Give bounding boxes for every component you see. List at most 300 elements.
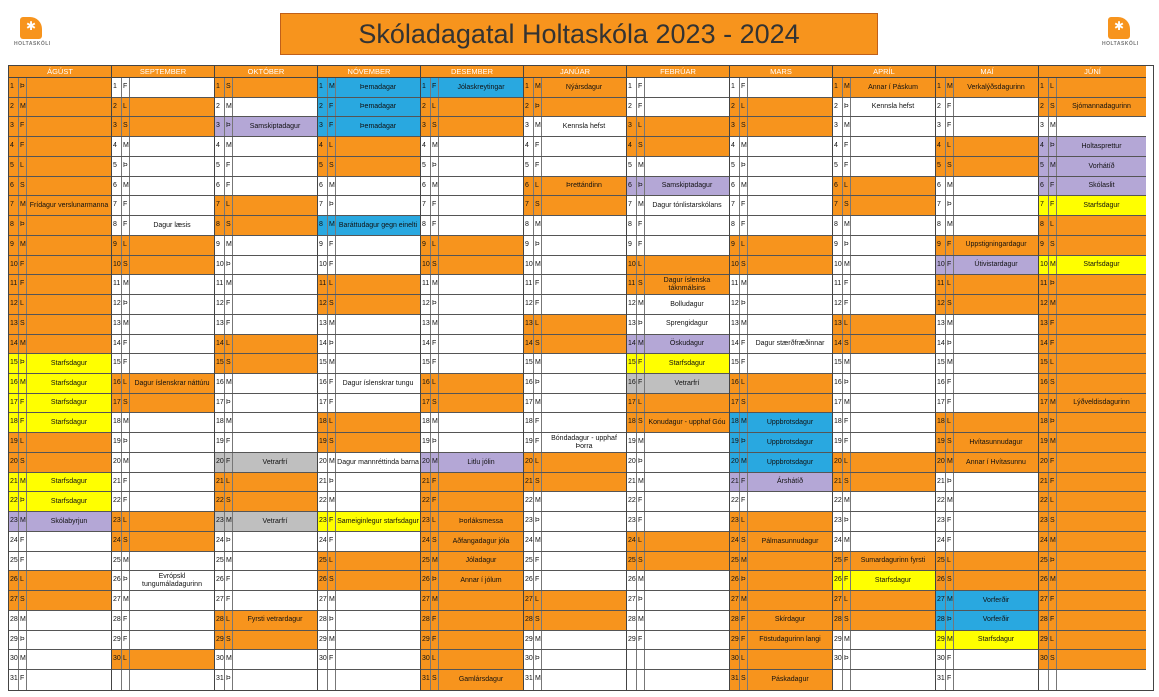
day-row	[833, 650, 935, 670]
weekday-letter: M	[637, 571, 645, 590]
weekday-letter: L	[637, 117, 645, 136]
day-row	[627, 552, 729, 572]
day-number: 20	[112, 453, 122, 472]
weekday-letter: F	[19, 137, 27, 156]
day-event	[851, 670, 935, 690]
day-number: 28	[627, 611, 637, 630]
day-row	[730, 137, 832, 157]
day-row	[215, 177, 317, 197]
day-event: Sumardagurinn fyrsti	[851, 552, 935, 571]
day-number: 7	[318, 196, 328, 215]
day-number: 26	[215, 571, 225, 590]
day-event	[542, 591, 626, 610]
day-row	[833, 512, 935, 532]
day-number: 17	[936, 394, 946, 413]
day-event	[748, 492, 832, 511]
weekday-letter: F	[1049, 335, 1057, 354]
weekday-letter: M	[122, 177, 130, 196]
day-row	[215, 453, 317, 473]
day-number: 2	[936, 98, 946, 117]
day-event: Árshátíð	[748, 473, 832, 492]
weekday-letter: L	[946, 552, 954, 571]
day-event	[542, 315, 626, 334]
day-event: Bóndadagur - upphaf Þorra	[542, 433, 626, 452]
weekday-letter: Þ	[534, 236, 542, 255]
day-number: 1	[112, 78, 122, 97]
day-event	[27, 315, 111, 334]
day-row	[112, 295, 214, 315]
day-number: 27	[730, 591, 740, 610]
day-event	[336, 492, 420, 511]
weekday-letter: L	[946, 137, 954, 156]
day-event	[439, 591, 523, 610]
weekday-letter: S	[225, 631, 233, 650]
weekday-letter: L	[534, 177, 542, 196]
day-row	[524, 275, 626, 295]
weekday-letter: M	[1049, 256, 1057, 275]
weekday-letter: M	[740, 591, 748, 610]
day-number: 15	[627, 354, 637, 373]
day-row	[730, 256, 832, 276]
day-row	[833, 216, 935, 236]
weekday-letter: M	[843, 631, 851, 650]
day-number: 21	[9, 473, 19, 492]
weekday-letter: L	[122, 374, 130, 393]
weekday-letter: F	[534, 552, 542, 571]
day-event: Hvítasunnudagur	[954, 433, 1038, 452]
day-number: 23	[524, 512, 534, 531]
day-number: 23	[936, 512, 946, 531]
day-row	[524, 512, 626, 532]
day-event: Þrettándinn	[542, 177, 626, 196]
day-number: 20	[1039, 453, 1049, 472]
day-number: 21	[215, 473, 225, 492]
day-row	[318, 157, 420, 177]
weekday-letter: M	[740, 275, 748, 294]
month-header: JÚNÍ	[1039, 66, 1146, 78]
day-number: 2	[524, 98, 534, 117]
weekday-letter: Þ	[534, 650, 542, 669]
day-number: 20	[833, 453, 843, 472]
weekday-letter: L	[946, 275, 954, 294]
day-event	[130, 78, 214, 97]
day-row	[524, 571, 626, 591]
day-event	[130, 492, 214, 511]
weekday-letter: S	[225, 78, 233, 97]
day-number: 9	[627, 236, 637, 255]
day-row	[627, 354, 729, 374]
day-number: 13	[833, 315, 843, 334]
day-number: 22	[421, 492, 431, 511]
day-event: Starfsdagur	[954, 631, 1038, 650]
day-row	[318, 117, 420, 137]
day-row	[627, 236, 729, 256]
day-row	[318, 216, 420, 236]
day-row	[215, 236, 317, 256]
day-row	[112, 335, 214, 355]
day-row	[524, 631, 626, 651]
weekday-letter: L	[225, 611, 233, 630]
weekday-letter: S	[1049, 512, 1057, 531]
weekday-letter: Þ	[225, 394, 233, 413]
day-event: Uppstigningardagur	[954, 236, 1038, 255]
weekday-letter: S	[225, 492, 233, 511]
day-row	[318, 512, 420, 532]
weekday-letter: M	[122, 453, 130, 472]
weekday-letter: L	[225, 473, 233, 492]
weekday-letter: Þ	[225, 532, 233, 551]
day-number: 10	[112, 256, 122, 275]
day-number: 21	[730, 473, 740, 492]
day-row	[421, 453, 523, 473]
weekday-letter: F	[740, 354, 748, 373]
weekday-letter: F	[946, 512, 954, 531]
day-row	[1039, 78, 1146, 98]
day-number: 16	[833, 374, 843, 393]
day-number: 11	[936, 275, 946, 294]
day-number: 25	[936, 552, 946, 571]
day-event	[1057, 335, 1146, 354]
day-number: 22	[833, 492, 843, 511]
day-event	[1057, 473, 1146, 492]
day-row	[524, 196, 626, 216]
weekday-letter: M	[843, 532, 851, 551]
weekday-letter: L	[328, 137, 336, 156]
day-row	[1039, 552, 1146, 572]
day-event: Sprengidagur	[645, 315, 729, 334]
day-event	[130, 354, 214, 373]
day-event	[748, 650, 832, 669]
day-event	[439, 216, 523, 235]
day-row	[833, 631, 935, 651]
day-event	[27, 650, 111, 669]
day-number: 29	[421, 631, 431, 650]
school-logo-left	[12, 15, 52, 51]
day-number: 29	[730, 631, 740, 650]
day-row	[9, 591, 111, 611]
day-row	[936, 433, 1038, 453]
day-row	[936, 78, 1038, 98]
day-event	[645, 433, 729, 452]
weekday-letter: M	[534, 670, 542, 690]
day-row	[524, 394, 626, 414]
day-number: 14	[1039, 335, 1049, 354]
day-row	[318, 571, 420, 591]
weekday-letter: M	[19, 98, 27, 117]
weekday-letter: Þ	[122, 295, 130, 314]
day-event	[439, 394, 523, 413]
day-number: 6	[936, 177, 946, 196]
weekday-letter: F	[946, 394, 954, 413]
day-row	[9, 196, 111, 216]
weekday-letter: Þ	[534, 374, 542, 393]
day-row	[730, 177, 832, 197]
day-row	[421, 98, 523, 118]
weekday-letter: L	[1049, 492, 1057, 511]
day-event	[233, 670, 317, 690]
weekday-letter: L	[637, 532, 645, 551]
day-number: 18	[112, 413, 122, 432]
day-number: 15	[9, 354, 19, 373]
day-number: 28	[524, 611, 534, 630]
weekday-letter: L	[122, 650, 130, 669]
day-row	[318, 650, 420, 670]
weekday-letter: L	[740, 236, 748, 255]
day-row	[421, 670, 523, 690]
day-row	[730, 670, 832, 690]
day-number: 5	[936, 157, 946, 176]
weekday-letter: L	[1049, 631, 1057, 650]
day-number: 11	[112, 275, 122, 294]
day-row	[215, 216, 317, 236]
day-number: 27	[627, 591, 637, 610]
weekday-letter: Þ	[1049, 275, 1057, 294]
day-number: 13	[1039, 315, 1049, 334]
day-event	[336, 177, 420, 196]
weekday-letter: L	[534, 315, 542, 334]
day-event	[130, 335, 214, 354]
day-event	[336, 256, 420, 275]
day-number: 31	[421, 670, 431, 690]
day-event	[130, 670, 214, 690]
day-number: 5	[112, 157, 122, 176]
day-row	[421, 650, 523, 670]
weekday-letter: F	[534, 571, 542, 590]
weekday-letter: F	[328, 650, 336, 669]
day-number: 19	[421, 433, 431, 452]
day-row	[1039, 492, 1146, 512]
day-number: 1	[627, 78, 637, 97]
day-event	[542, 453, 626, 472]
weekday-letter: M	[1049, 571, 1057, 590]
day-event	[439, 236, 523, 255]
day-event	[130, 532, 214, 551]
day-event	[1057, 315, 1146, 334]
day-number: 8	[833, 216, 843, 235]
day-event	[439, 256, 523, 275]
day-row	[524, 374, 626, 394]
day-event	[1057, 413, 1146, 432]
day-event	[27, 256, 111, 275]
weekday-letter: L	[637, 256, 645, 275]
weekday-letter: M	[740, 552, 748, 571]
day-event	[954, 670, 1038, 690]
day-event	[27, 591, 111, 610]
day-number: 17	[730, 394, 740, 413]
weekday-letter: Þ	[328, 473, 336, 492]
day-row	[421, 177, 523, 197]
day-number: 7	[112, 196, 122, 215]
day-row	[936, 117, 1038, 137]
day-event	[336, 157, 420, 176]
day-number: 14	[730, 335, 740, 354]
day-row	[112, 256, 214, 276]
day-event	[851, 335, 935, 354]
day-event	[748, 571, 832, 590]
day-number: 8	[9, 216, 19, 235]
day-number: 31	[936, 670, 946, 690]
day-event	[130, 552, 214, 571]
day-event	[542, 512, 626, 531]
day-event	[954, 394, 1038, 413]
day-number: 8	[215, 216, 225, 235]
day-event: Starfsdagur	[851, 571, 935, 590]
day-number: 16	[318, 374, 328, 393]
day-event: Dagur mannréttinda barna	[336, 453, 420, 472]
weekday-letter: Þ	[122, 571, 130, 590]
day-event	[336, 650, 420, 669]
weekday-letter: M	[122, 591, 130, 610]
day-event	[645, 670, 729, 690]
day-event	[748, 591, 832, 610]
day-event: Skólaslit	[1057, 177, 1146, 196]
day-number: 21	[833, 473, 843, 492]
weekday-letter: M	[122, 552, 130, 571]
day-row	[627, 275, 729, 295]
day-number: 23	[421, 512, 431, 531]
day-row	[627, 394, 729, 414]
day-number: 26	[9, 571, 19, 590]
day-event	[645, 157, 729, 176]
day-row	[215, 631, 317, 651]
day-number: 13	[112, 315, 122, 334]
day-row	[730, 473, 832, 493]
weekday-letter: F	[122, 78, 130, 97]
day-event	[542, 216, 626, 235]
weekday-letter: Þ	[225, 670, 233, 690]
day-event	[851, 256, 935, 275]
day-event	[130, 196, 214, 215]
day-row	[627, 177, 729, 197]
day-row	[421, 78, 523, 98]
weekday-letter: M	[740, 315, 748, 334]
day-row	[112, 453, 214, 473]
weekday-letter: S	[534, 335, 542, 354]
day-row	[730, 413, 832, 433]
day-row	[833, 295, 935, 315]
day-row	[421, 275, 523, 295]
day-event	[336, 591, 420, 610]
weekday-letter: Þ	[225, 117, 233, 136]
day-number: 7	[627, 196, 637, 215]
day-number: 14	[112, 335, 122, 354]
day-number: 29	[936, 631, 946, 650]
day-number: 6	[215, 177, 225, 196]
day-event	[1057, 236, 1146, 255]
day-row	[936, 236, 1038, 256]
weekday-letter: Þ	[637, 591, 645, 610]
weekday-letter: L	[431, 512, 439, 531]
day-row	[421, 256, 523, 276]
day-row	[9, 295, 111, 315]
day-row	[833, 670, 935, 690]
day-number: 10	[936, 256, 946, 275]
day-row	[9, 413, 111, 433]
weekday-letter: M	[19, 611, 27, 630]
day-row	[9, 256, 111, 276]
day-event	[851, 315, 935, 334]
day-event	[27, 335, 111, 354]
day-number: 16	[524, 374, 534, 393]
weekday-letter: F	[225, 591, 233, 610]
day-event	[954, 413, 1038, 432]
day-row	[1039, 295, 1146, 315]
day-event	[233, 374, 317, 393]
weekday-letter: L	[431, 650, 439, 669]
day-event	[27, 433, 111, 452]
weekday-letter: Þ	[328, 611, 336, 630]
day-row	[936, 591, 1038, 611]
weekday-letter: M	[534, 532, 542, 551]
day-event: Sameiginlegur starfsdagur	[336, 512, 420, 531]
logo-icon	[1108, 17, 1130, 39]
weekday-letter: L	[534, 591, 542, 610]
day-number: 15	[833, 354, 843, 373]
day-row	[936, 473, 1038, 493]
weekday-letter: F	[534, 295, 542, 314]
weekday-letter: S	[637, 552, 645, 571]
day-number: 28	[1039, 611, 1049, 630]
day-number: 12	[627, 295, 637, 314]
day-row	[112, 670, 214, 690]
day-number: 18	[833, 413, 843, 432]
day-event: Dagur stærðfræðinnar	[748, 335, 832, 354]
day-number: 1	[318, 78, 328, 97]
day-number: 31	[524, 670, 534, 690]
day-number	[1039, 670, 1049, 690]
day-number: 5	[833, 157, 843, 176]
day-row	[9, 492, 111, 512]
day-event	[851, 374, 935, 393]
weekday-letter: F	[225, 315, 233, 334]
weekday-letter: Þ	[843, 512, 851, 531]
day-event	[27, 157, 111, 176]
day-row	[1039, 117, 1146, 137]
weekday-letter: M	[225, 552, 233, 571]
day-row	[833, 157, 935, 177]
weekday-letter: L	[328, 552, 336, 571]
weekday-letter: Þ	[637, 315, 645, 334]
day-row	[730, 433, 832, 453]
weekday-letter: F	[122, 354, 130, 373]
day-event: Annar í Páskum	[851, 78, 935, 97]
weekday-letter: L	[534, 453, 542, 472]
day-event	[130, 177, 214, 196]
weekday-letter: F	[431, 216, 439, 235]
day-number: 30	[1039, 650, 1049, 669]
day-row	[9, 335, 111, 355]
day-number: 28	[936, 611, 946, 630]
day-row	[215, 413, 317, 433]
weekday-letter: S	[740, 532, 748, 551]
weekday-letter: F	[328, 98, 336, 117]
day-number: 2	[215, 98, 225, 117]
weekday-letter: S	[843, 335, 851, 354]
day-number: 4	[9, 137, 19, 156]
day-number: 1	[421, 78, 431, 97]
day-row	[936, 335, 1038, 355]
weekday-letter: M	[122, 275, 130, 294]
day-event	[954, 196, 1038, 215]
day-row	[627, 670, 729, 690]
day-event	[233, 236, 317, 255]
day-event: Frídagur verslunarmanna	[27, 196, 111, 215]
day-event	[542, 571, 626, 590]
day-row	[215, 275, 317, 295]
day-event	[336, 473, 420, 492]
day-event	[542, 98, 626, 117]
day-event	[542, 354, 626, 373]
